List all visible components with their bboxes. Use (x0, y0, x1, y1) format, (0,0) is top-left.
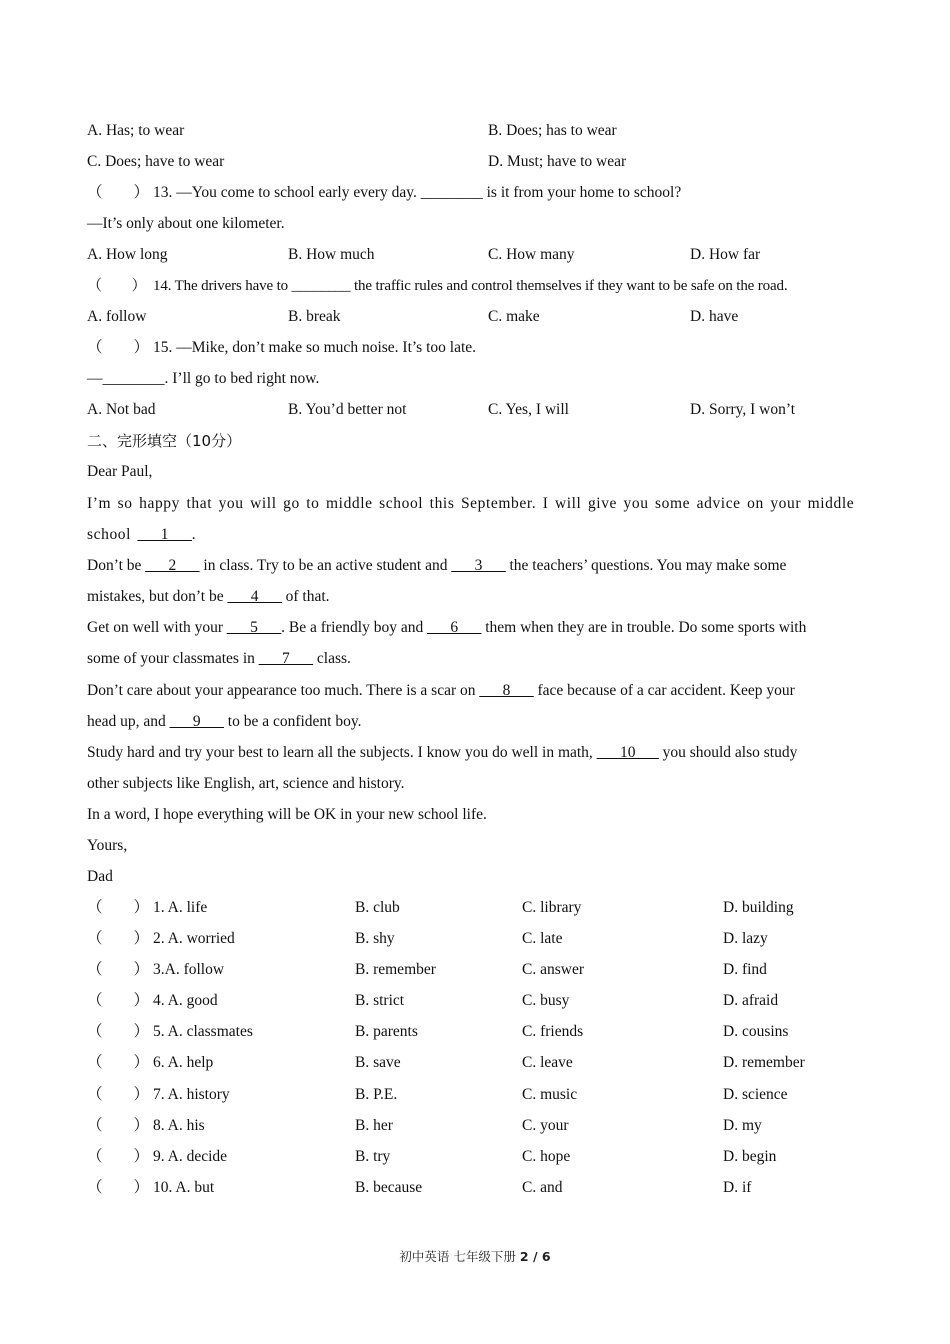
cloze-q5-answer-paren[interactable]: （ ） (87, 1023, 150, 1040)
page-footer (0, 1247, 950, 1265)
cloze-q10-answer-paren[interactable]: （ ） (87, 1179, 150, 1196)
q12-option-d: D. Must; have to wear (488, 153, 627, 170)
cloze-q7-answer-paren[interactable]: （ ） (87, 1086, 150, 1103)
q14-option-a: A. follow (87, 308, 147, 325)
q14-stem-line (87, 276, 787, 296)
letter-para-4-line-1: Don’t care about your appearance too much. There is a scar on ___8___ face because of a car accident. Keep your (87, 682, 795, 699)
q13-stem-line (87, 183, 681, 203)
letter-para-6: In a word, I hope everything will be OK in your new school life. (87, 806, 487, 823)
q15-stem: 15. —Mike, don’t make so much noise. It’s too late. (153, 339, 477, 356)
cloze-q2-answer-paren[interactable]: （ ） (87, 930, 150, 947)
cloze-q1-answer-paren[interactable]: （ ） (87, 899, 150, 916)
cloze-blank-8[interactable]: ___8___ (479, 682, 534, 699)
q14-answer-paren[interactable]: （ ） (87, 278, 147, 294)
letter-para-5-line-2: other subjects like English, art, science and history. (87, 775, 405, 792)
q13-answer-paren[interactable]: （ ） (87, 184, 150, 201)
q12-option-c: C. Does; have to wear (87, 153, 225, 170)
q14-stem: 14. The drivers have to ________ the traffic rules and control themselves if they want to be safe on the road. (153, 278, 788, 294)
cloze-q9-answer-paren[interactable]: （ ） (87, 1148, 150, 1165)
q15-stem-line (87, 338, 476, 358)
cloze-blank-7[interactable]: ___7___ (258, 650, 314, 667)
letter-para-1-line-2: school ___1___. (87, 526, 196, 543)
q13-option-b: B. How much (288, 246, 375, 263)
q12-option-a: A. Has; to wear (87, 122, 185, 139)
q12-option-b: B. Does; has to wear (488, 122, 617, 139)
section-heading-cloze: 二、完形填空（10分） (87, 432, 242, 450)
letter-para-5-line-1: Study hard and try your best to learn all the subjects. I know you do well in math, ___10___ you should also study (87, 744, 798, 761)
q15-option-b: B. You’d better not (288, 401, 407, 418)
cloze-q4-answer-paren[interactable]: （ ） (87, 992, 150, 1009)
q15-answer-paren[interactable]: （ ） (87, 339, 150, 356)
cloze-blank-10[interactable]: ___10___ (596, 744, 659, 761)
cloze-blank-5[interactable]: ___5___ (226, 619, 282, 636)
q14-option-d: D. have (690, 308, 739, 325)
cloze-blank-1[interactable]: ___1___ (137, 526, 192, 543)
footer-label: 初中英语 七年级下册 (399, 1249, 516, 1264)
letter-greeting: Dear Paul, (87, 463, 153, 480)
letter-para-4-line-2: head up, and ___9___ to be a confident boy. (87, 713, 362, 730)
letter-para-2-line-1: Don’t be ___2___ in class. Try to be an active student and ___3___ the teachers’ questions. You may make some (87, 557, 787, 574)
cloze-blank-3[interactable]: ___3___ (451, 557, 506, 574)
letter-para-3-line-1: Get on well with your ___5___. Be a friendly boy and ___6___ them when they are in trouble. Do some sports with (87, 619, 807, 636)
q13-option-a: A. How long (87, 246, 168, 263)
q15-option-a: A. Not bad (87, 401, 156, 418)
q13-stem: 13. —You come to school early every day. ________ is it from your home to school? (153, 184, 682, 201)
letter-para-2-line-2: mistakes, but don’t be ___4___ of that. (87, 588, 330, 605)
letter-closing: Yours, (87, 837, 128, 854)
q13-reply: —It’s only about one kilometer. (87, 215, 285, 232)
page-number: 2 / 6 (519, 1249, 551, 1264)
cloze-blank-4[interactable]: ___4___ (227, 588, 282, 605)
cloze-blank-9[interactable]: ___9___ (169, 713, 224, 730)
q15-option-c: C. Yes, I will (488, 401, 569, 418)
q14-option-b: B. break (288, 308, 341, 325)
letter-para-1-line-1: I’m so happy that you will go to middle school this September. I will give you some advice on your middle (87, 495, 855, 512)
cloze-blank-2[interactable]: ___2___ (145, 557, 200, 574)
q13-option-c: C. How many (488, 246, 575, 263)
letter-signature: Dad (87, 868, 113, 885)
q13-option-d: D. How far (690, 246, 761, 263)
cloze-q3-answer-paren[interactable]: （ ） (87, 961, 150, 978)
cloze-q6-answer-paren[interactable]: （ ） (87, 1054, 150, 1071)
q15-reply: —________. I’ll go to bed right now. (87, 370, 320, 387)
cloze-blank-6[interactable]: ___6___ (427, 619, 482, 636)
q14-option-c: C. make (488, 308, 540, 325)
letter-para-3-line-2: some of your classmates in ___7___ class. (87, 650, 351, 667)
cloze-q8-answer-paren[interactable]: （ ） (87, 1117, 150, 1134)
q15-option-d: D. Sorry, I won’t (690, 401, 796, 418)
